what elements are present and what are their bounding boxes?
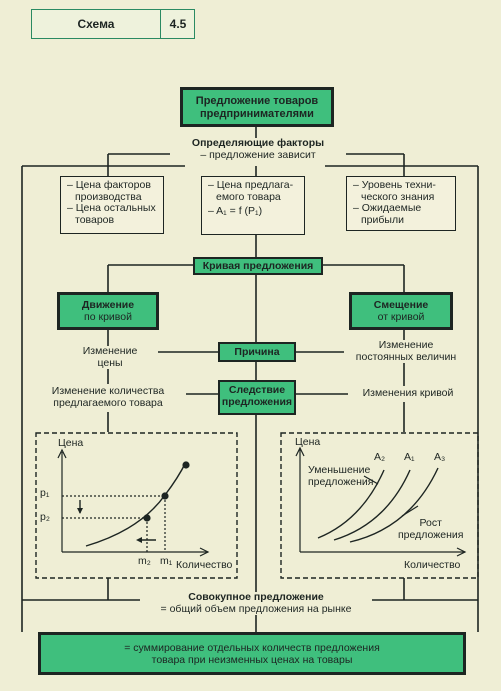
effect-line2: предложения [221, 395, 293, 408]
effect-line1: Следствие [228, 384, 286, 396]
cause-right-line2: постоянных величин [355, 350, 457, 363]
scheme-number: 4.5 [169, 17, 187, 31]
factor-left-line2: производства [75, 190, 142, 203]
movement-line1: Движение [81, 299, 135, 311]
increase-line1: Рост [419, 517, 442, 529]
shift-line2: от кривой [377, 310, 425, 323]
supply-title-box [180, 87, 334, 127]
shift-line1: Смещение [373, 299, 429, 311]
left-p1-label: p₁ [40, 487, 50, 499]
aggregate-line1: Совокупное предложение [188, 591, 324, 603]
left-x-label: Количество [176, 559, 233, 571]
cause-left-text [62, 346, 158, 369]
cause-left-line2: цены [97, 356, 123, 369]
left-p2-label: p₂ [40, 511, 50, 523]
right-x-label: Количество [404, 559, 461, 571]
scheme-header [31, 9, 195, 39]
cause-right-text [344, 340, 468, 363]
factor-mid-formula: – A₁ = f (P₁) [208, 205, 263, 217]
decrease-line1: Уменьшение [308, 464, 371, 476]
curve-a2-label: A₂ [374, 451, 386, 463]
left-point-low [143, 514, 150, 521]
effect-left-line2: предлагаемого товара [53, 396, 163, 409]
movement-box [57, 292, 159, 330]
cause-left-line1: Изменение [82, 345, 138, 357]
shift-box [349, 292, 453, 330]
left-m1-label: m₁ [160, 555, 173, 567]
factor-box-middle [201, 176, 305, 235]
factor-right-line3: – Ожидаемые [353, 202, 422, 214]
factor-right-line2: ческого знания [361, 190, 435, 203]
left-point-high [182, 461, 189, 468]
decrease-label [308, 465, 373, 488]
right-y-label: Цена [295, 436, 321, 448]
effect-left-line1: Изменение количества [51, 385, 165, 397]
summation-line1: = суммирование отдельных количеств предложения [124, 642, 380, 654]
summation-box [38, 632, 466, 675]
factor-right-line1: – Уровень техни- [353, 179, 436, 191]
factor-left-line3: – Цена остальных [67, 202, 156, 214]
effect-left-text [30, 386, 186, 409]
factor-mid-line1: – Цена предлага- [208, 179, 294, 191]
aggregate-text [140, 592, 372, 615]
factor-mid-line2: емого товара [216, 190, 281, 203]
aggregate-line2: = общий объем предложения на рынке [160, 602, 352, 615]
curve-a3-label: A₃ [434, 451, 446, 463]
factors-heading [170, 138, 346, 161]
decrease-line2: предложения [308, 475, 374, 488]
cause-box: Причина [218, 342, 296, 362]
left-point-mid [161, 492, 168, 499]
factor-right-line4: прибыли [361, 213, 404, 226]
cause-right-line1: Изменение [378, 339, 434, 351]
graph-left-frame [36, 433, 237, 578]
factors-subtitle: – предложение зависит [200, 148, 316, 161]
factor-box-left [60, 176, 164, 234]
left-y-label: Цена [58, 437, 84, 449]
supply-curve-box: Кривая предложения [193, 257, 323, 275]
curve-a1-label: A₁ [404, 451, 415, 463]
summation-line2: товара при неизменных ценах на товары [151, 653, 353, 666]
factors-title: Определяющие факторы [191, 137, 325, 149]
effect-box [218, 380, 296, 415]
movement-line2: по кривой [84, 310, 132, 323]
factor-box-right [346, 176, 456, 231]
increase-label [398, 518, 463, 541]
factor-left-line1: – Цена факторов [67, 179, 151, 191]
left-supply-curve [86, 462, 186, 546]
factor-left-line4: товаров [75, 213, 115, 226]
effect-right-text: Изменения кривой [348, 388, 468, 400]
increase-line2: предложения [398, 528, 464, 541]
left-m2-label: m₂ [138, 555, 151, 567]
scheme-label: Схема [32, 10, 161, 38]
supply-title-line1: Предложение товаров [195, 95, 319, 107]
supply-title-line2: предпринимателями [200, 108, 314, 120]
